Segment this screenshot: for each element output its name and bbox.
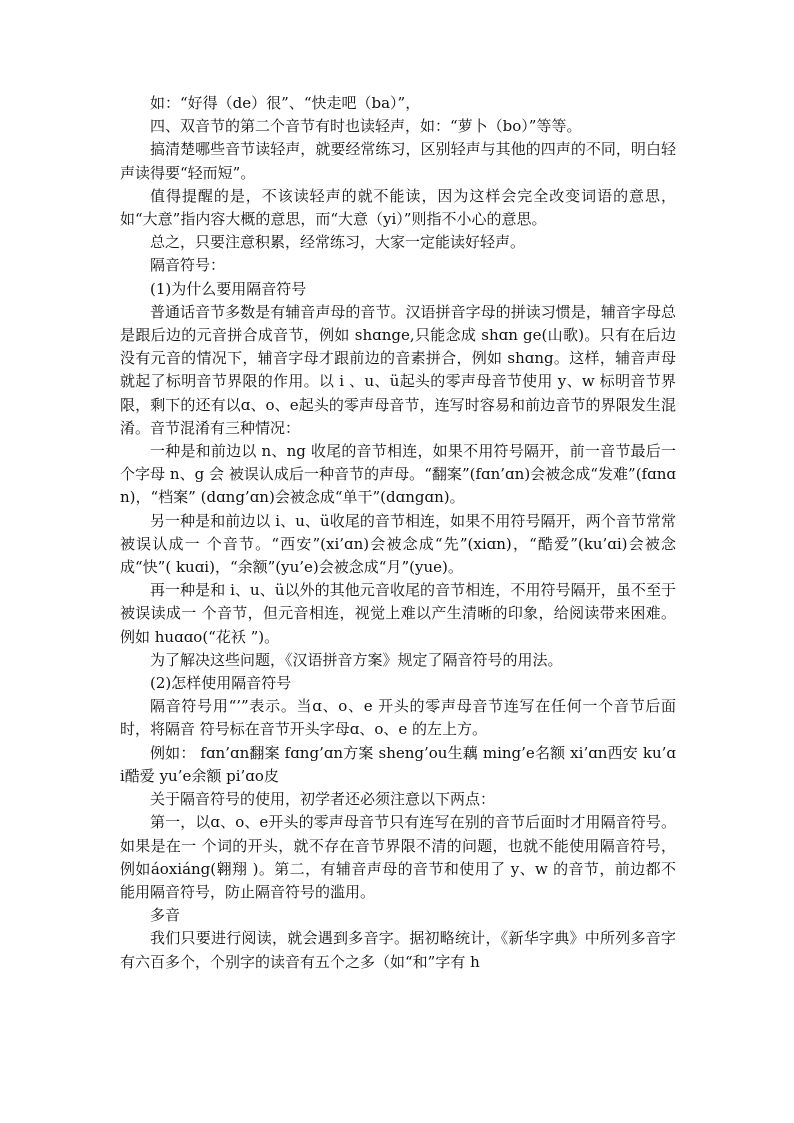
paragraph-summary: 总之，只要注意积累，经常练习，大家一定能读好轻声。 — [150, 233, 526, 252]
paragraph-mark-usage: 隔音符号用“’”表示。当ɑ、o、e 开头的零声母音节连写在任何一个音节后面时，将隔音 符号标在音节开头字母ɑ、o、e 的左上方。 — [120, 697, 676, 739]
paragraph-solution: 为了解决这些问题，《汉语拼音方案》规定了隔音符号的用法。 — [150, 650, 563, 669]
paragraph-consonant-syllables: 普通话音节多数是有辅音声母的音节。汉语拼音字母的拼读习惯是，辅音字母总是跟后边的元音拼合成音节，例如 shɑnge,只能念成 shɑn ge(山歌)。只有在后边没有元音的情况下，辅音字母才跟前边的音素拼合，例如 shɑng。这样，辅音声母就起了标明音节界限的作用。以 i 、u、ü起头的零声母音节使用 y、w 标明音节界限，剩下的还有以ɑ、o、e起头的零声母音节，连写时容易和前边音节的界限发生混淆。音节混淆有三种情况： — [120, 302, 676, 437]
paragraph-case-three: 再一种是和 i、u、ü以外的其他元音收尾的音节相连，不用符号隔开，虽不至于被误读成一 个音节，但元音相连，视觉上难以产生清晰的印象，给阅读带来困难。例如 huɑɑo(“花袄 ”)。 — [120, 581, 676, 646]
paragraph-case-two: 另一种是和前边以 i、u、ü收尾的音节相连，如果不用符号隔开，两个音节常常被误认成一 个音节。“西安”(xi’ɑn)会被念成“先”(xiɑn)，“酷爱”(ku’ɑi)会被念成“快”( kuɑi)，“余额”(yu’e)会被念成“月”(yue)。 — [120, 511, 676, 577]
paragraph-notes: 第一，以ɑ、o、e开头的零声母音节只有连写在别的音节后面时才用隔音符号。如果是在一 个词的开头，就不存在音节界限不清的问题，也就不能使用隔音符号，例如áoxiáng(翱翔 )。第二，有辅音声母的音节和使用了 y、w 的音节，前边都不能用隔音符号，防止隔音符号的滥用。 — [120, 813, 676, 901]
paragraph-notes-intro: 关于隔音符号的使用，初学者还必须注意以下两点： — [150, 790, 496, 809]
paragraph-case-one: 一种是和前边以 n、ng 收尾的音节相连，如果不用符号隔开，前一音节最后一个字母 n、g 会 被误认成后一种音节的声母。“翻案”(fɑn’ɑn)会被念成“发难”(fɑnɑn)，“档案” (dɑng’ɑn)会被念成“单干”(dɑngɑn)。 — [120, 442, 676, 507]
paragraph-examples-list: 例如： fɑn’ɑn翻案 fɑng’ɑn方案 sheng’ou生藕 ming’e名额 xi’ɑn西安 ku’ɑi酷爱 yu’e余额 pi’ɑo皮 — [120, 743, 676, 785]
section-heading-polyphone: 多音 — [150, 906, 181, 925]
paragraph-practice: 搞清楚哪些音节读轻声，就要经常练习，区别轻声与其他的四声的不同，明白轻声读得要“轻而短”。 — [120, 140, 676, 182]
document-page — [120, 92, 676, 974]
subheading-how: (2)怎样使用隔音符号 — [150, 674, 292, 693]
paragraph-polyphone: 我们只要进行阅读，就会遇到多音字。据初略统计，《新华字典》中所列多音字有六百多个，个别字的读音有五个之多（如“和”字有 h — [120, 929, 676, 971]
paragraph-reminder: 值得提醒的是，不该读轻声的就不能读，因为这样会完全改变词语的意思，如“大意”指内容大概的意思，而“大意（yi）”则指不小心的意思。 — [120, 186, 676, 229]
subheading-why: (1)为什么要用隔音符号 — [150, 279, 307, 298]
section-heading-separation-mark: 隔音符号： — [150, 256, 226, 275]
paragraph-rule-four: 四、双音节的第二个音节有时也读轻声，如：“萝卜（bo）”等等。 — [150, 117, 582, 136]
paragraph-examples-de-ba: 如：“好得（de）很”、“快走吧（ba）”， — [150, 94, 421, 112]
